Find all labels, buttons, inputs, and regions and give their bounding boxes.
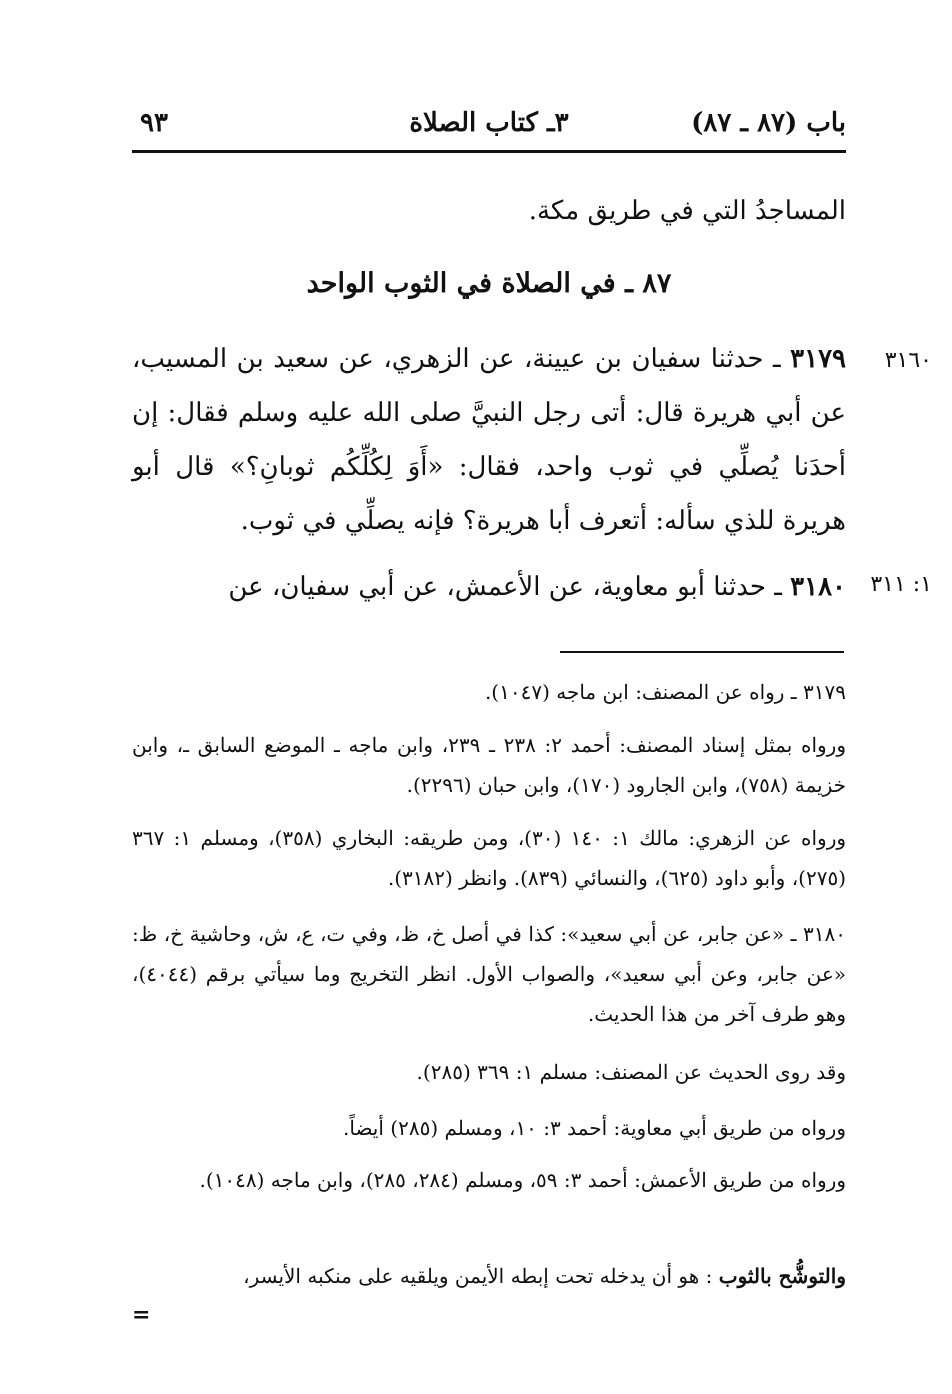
running-header [132, 104, 846, 148]
hadith-paragraph [132, 560, 846, 614]
gloss-term: والتوشُّح بالثوب [718, 1264, 846, 1288]
footnote: ورواه عن الزهري: مالك ١: ١٤٠ (٣٠)، ومن طريقه: البخاري (٣٥٨)، ومسلم ١: ٣٦٧ (٢٧٥)، وأبو داود (٦٢٥)، والنسائي (٨٣٩). وانظر (٣١٨٢). [132, 826, 847, 890]
gloss-definition: : هو أن يدخله تحت إبطه الأيمن ويلقيه على منكبه الأيسر، [243, 1264, 713, 1288]
margin-reference: ١: ٣١١ [870, 572, 932, 597]
footnote: ورواه من طريق أبي معاوية: أحمد ٣: ١٠، ومسلم (٢٨٥) أيضاً. [343, 1116, 846, 1140]
footnote-separator [560, 651, 844, 653]
hadith-number: ٣١٨٠ [790, 572, 846, 602]
section-title: ٨٧ ـ في الصلاة في الثوب الواحد [306, 268, 672, 299]
hadith-text: ـ حدثنا سفيان بن عيينة، عن الزهري، عن سعيد بن المسيب، عن أبي هريرة قال: أتى رجل النبيَّ صلى الله عليه وسلم فقال: إن أحدَنا يُصلِّي في ثوب واحد، فقال: «أَوَ لِكُلِّكُم ثوبانِ؟» قال أبو هريرة للذي سأله: أتعرف أبا هريرة؟ فإنه يصلِّي في ثوب. [132, 344, 847, 536]
intro-line: المساجدُ التي في طريق مكة. [528, 196, 846, 226]
footnote: ورواه بمثل إسناد المصنف: أحمد ٢: ٢٣٨ ـ ٢٣٩، وابن ماجه ـ الموضع السابق ـ، وابن خزيمة (٧٥٨)، وابن الجارود (١٧٠)، وابن حبان (٢٢٩٦). [132, 733, 846, 797]
footnote: ورواه من طريق الأعمش: أحمد ٣: ٥٩، ومسلم (٢٨٤، ٢٨٥)، وابن ماجه (١٠٤٨). [199, 1168, 846, 1192]
page-number: ٩٣ [140, 108, 168, 138]
footnote: وقد روى الحديث عن المصنف: مسلم ١: ٣٦٩ (٢٨٥). [416, 1060, 846, 1084]
book-title: ٣ـ كتاب الصلاة [409, 108, 569, 138]
margin-reference: ٣١٦٠ [884, 348, 932, 373]
header-rule [132, 150, 846, 153]
continuation-mark: = [132, 1302, 151, 1328]
chapter-reference: باب (٨٧ ـ ٨٧) [691, 108, 846, 138]
footnote: ٣١٨٠ ـ «عن جابر، عن أبي سعيد»: كذا في أصل خ، ظ، وفي ت، ع، ش، وحاشية خ، ظ: «عن جابر، وعن أبي سعيد»، والصواب الأول. انظر التخريج وما سيأتي برقم (٤٠٤٤)، وهو طرف آخر من هذا الحديث. [132, 922, 846, 1026]
footnote: ٣١٧٩ ـ رواه عن المصنف: ابن ماجه (١٠٤٧). [484, 680, 846, 704]
hadith-paragraph [132, 332, 846, 548]
hadith-number: ٣١٧٩ [790, 344, 846, 374]
gloss-note [132, 1256, 846, 1296]
hadith-text: ـ حدثنا أبو معاوية، عن الأعمش، عن أبي سفيان، عن [228, 572, 791, 602]
